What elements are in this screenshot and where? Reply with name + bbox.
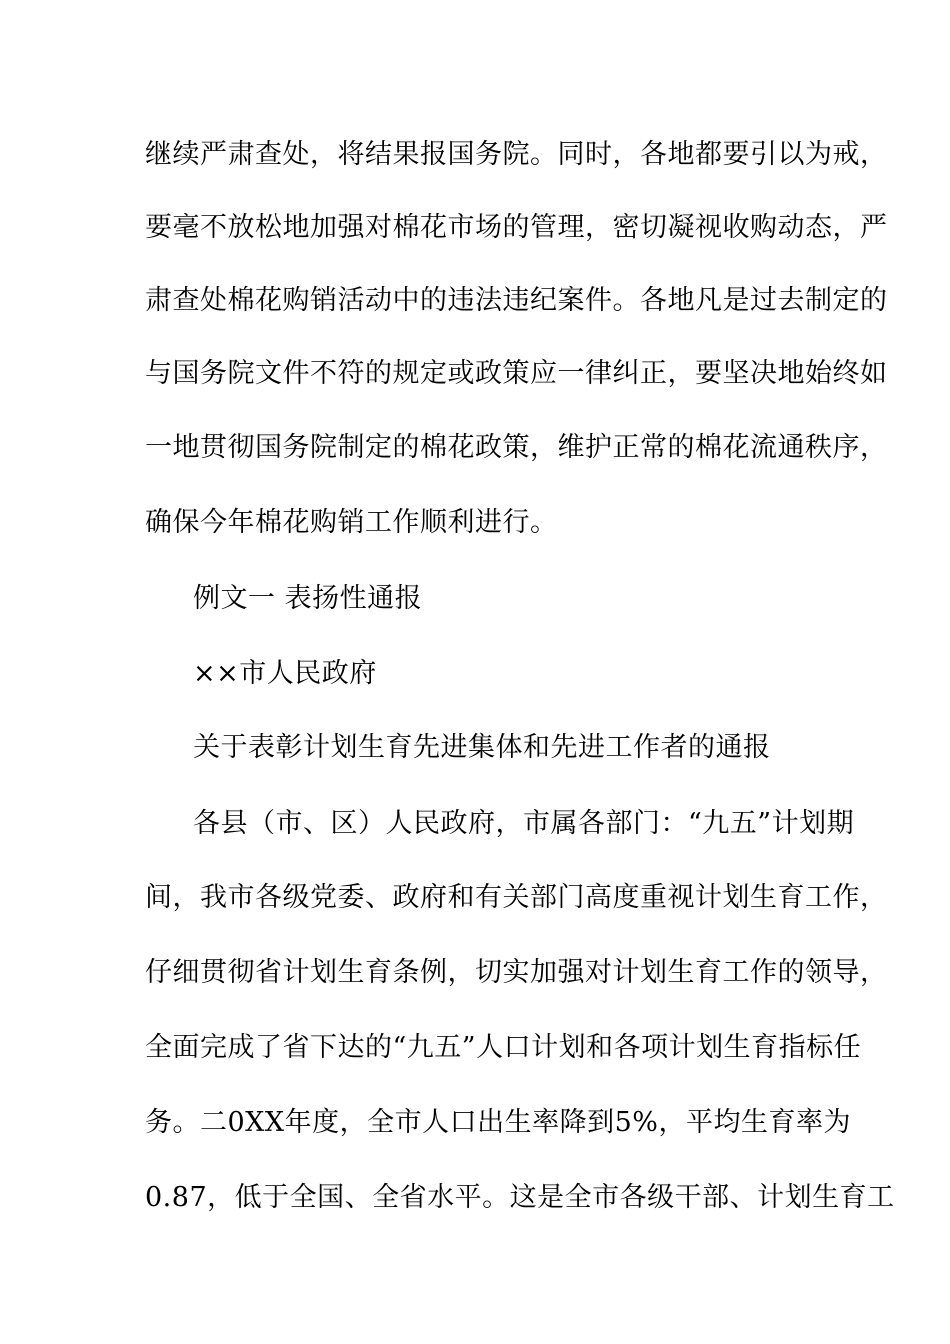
paragraph-line: 继续严肃查处，将结果报国务院。同时，各地都要引以为戒， [145,139,888,170]
notice-title: 关于表彰计划生育先进集体和先进工作者的通报 [193,732,771,763]
example-heading: 例文一 表扬性通报 [193,583,423,614]
paragraph-line: 全面完成了省下达的“九五”人口计划和各项计划生育指标任 [145,1032,862,1063]
paragraph-line: 仔细贯彻省计划生育条例，切实加强对计划生育工作的领导， [145,957,888,988]
paragraph-line: 0.87，低于全国、全省水平。这是全市各级干部、计划生育工 [145,1182,895,1213]
paragraph-line: 各县（市、区）人民政府，市属各部门：“九五”计划期 [193,808,855,839]
issuer-name: ××市人民政府 [193,658,377,689]
paragraph-line: 一地贯彻国务院制定的棉花政策，维护正常的棉花流通秩序， [145,432,888,463]
paragraph-line: 务。二0XX年度，全市人口出生率降到5%，平均生育率为 [145,1107,851,1138]
paragraph-line: 与国务院文件不符的规定或政策应一律纠正，要坚决地始终如 [145,358,888,389]
paragraph-line: 确保今年棉花购销工作顺利进行。 [145,507,558,538]
paragraph-line: 肃查处棉花购销活动中的违法违纪案件。各地凡是过去制定的 [145,285,888,316]
paragraph-line: 间，我市各级党委、政府和有关部门高度重视计划生育工作， [145,882,888,913]
paragraph-line: 要毫不放松地加强对棉花市场的管理，密切凝视收购动态，严 [145,212,888,243]
